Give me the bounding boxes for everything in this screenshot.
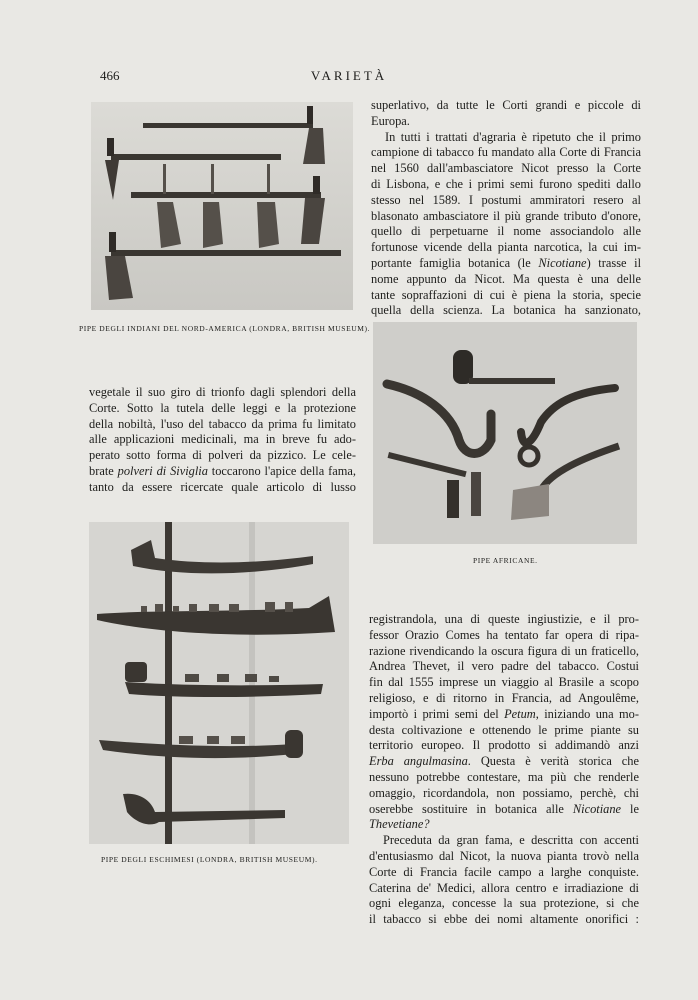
page-number: 466 — [100, 68, 120, 83]
caption-north-american-pipes: PIPE DEGLI INDIANI DEL NORD-AMERICA (LONDRA, BRITISH MUSEUM). — [79, 324, 371, 333]
running-header: VARIETÀ — [310, 68, 388, 83]
caption-eskimo-pipes: PIPE DEGLI ESCHIMESI (LONDRA, BRITISH MUSEUM). — [101, 855, 318, 864]
paragraph-left-middle: vegetale il suo giro di trionfo dagli splendori della Corte. Sotto la tutela delle leggi e la protezione della nobiltà, l'uso del tabacco da prima fu limitato alle applicazioni medicinali, ma in breve fu ado- perato sotto forma di polveri da pizzico. Le cele- brate polveri di Siviglia toccarono l'apice della fama, tanto da essere ricercate quale articolo di lusso — [89, 385, 356, 494]
photo-north-american-pipes — [91, 102, 353, 310]
caption-african-pipes: PIPE AFRICANE. — [473, 556, 538, 565]
paragraph-right-bottom: registrandola, una di queste ingiustizie, e il pro- fessor Orazio Comes ha tentato far opera di ripa- razione rivendicando la oscura figura di un fraticello, Andrea Thevet, il vero padre del tabacco. Costui fin dal 1555 imprese un viaggio al Brasile a scopo religioso, e di ritorno in Francia, ad Angoulême, importò i primi semi del Petum, iniziando una mo- desta coltivazione e ottenendo le prime piante su territorio europeo. Il prodotto si addimandò anzi Erba angulmasina. Questa è verità storica che nessuno potrebbe contestare, ma più che renderle omaggio, ricordandola, non possiamo, perchè, chi oserebbe sostituire in botanica alle Nicotiane le Thevetiane? Preceduta da gran fama, e descritta con accenti d'entusiasmo dal Nicot, la nuova pianta trovò nella Corte di Francia facile campo a larghe conquiste. Caterina de' Medici, allora centro e irradiazione di ogni eleganza, concesse la sua protezione, si che il tabacco si ebbe dei nomi altamente onorifici : — [369, 612, 639, 927]
photo-eskimo-pipes — [89, 522, 349, 844]
photo-african-pipes — [373, 322, 637, 544]
paragraph-right-top: superlativo, da tutte le Corti grandi e piccole di Europa. In tutti i trattati d'agraria è ripetuto che il primo campione di tabacco fu mandato alla Corte di Francia nel 1560 dall'ambasciatore Nicot presso la Corte di Lisbona, e che i primi semi furono spediti dallo stesso nel 1589. I postumi ammiratori resero al blasonato ambasciatore il più grande tributo d'onore, quello di perpetuarne il nome associandolo alle fortunose vicende della pianta narcotica, la cui im- portante famiglia botanica (le Nicotiane) trasse il nome appunto da Nicot. Ma questa è una delle tante sopraffazioni di cui è piena la storia, specie quella della scienza. La botanica ha sanzionato, — [371, 98, 642, 318]
